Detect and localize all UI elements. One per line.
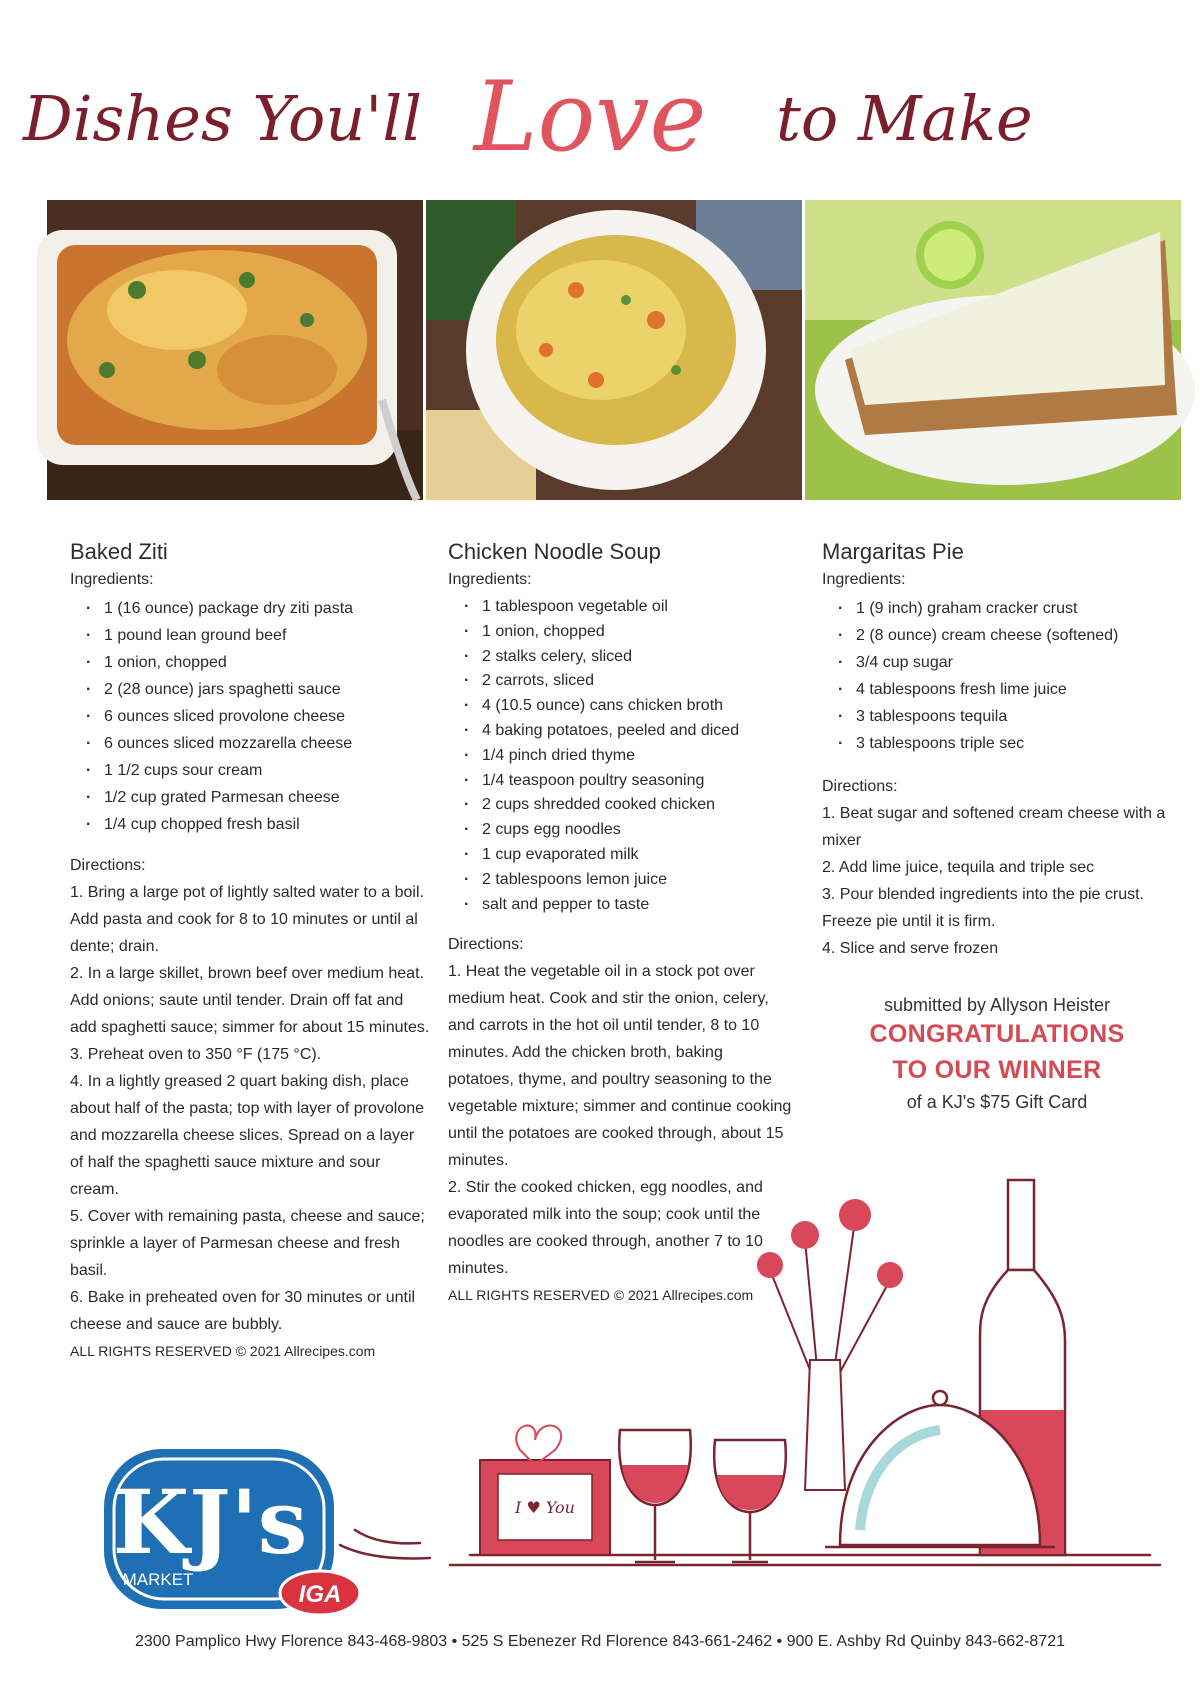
direction-step: 1. Bring a large pot of lightly salted water to a boil. Add pasta and cook for 8 to 10 minutes or until al dente; drain. [70,884,424,955]
congrats-line1: CONGRATULATIONS [869,1020,1125,1048]
title-script [0,40,1200,173]
wine-glass-icon [619,1430,691,1562]
directions-label: Directions: [70,857,146,874]
card-text: I ♥ You [515,1498,575,1517]
directions-label: Directions: [822,778,898,795]
ingredient: · 1/2 cup grated Parmesan cheese [70,784,430,811]
kjs-market-logo [100,1445,365,1630]
congrats-line2: TO OUR WINNER [892,1056,1102,1084]
direction-step: 4. In a lightly greased 2 quart baking dish, place about half of the pasta; top with layer of provolone and mozzarella cheese slices. Spread on a layer of half the spaghetti sauce mixture and sour cream. [70,1073,425,1198]
ingredient: · 4 (10.5 ounce) cans chicken broth [448,694,793,719]
recipe-title: Baked Ziti [70,539,168,564]
title-part1: Dishes You'll [22,82,422,155]
direction-step: 2. Add lime juice, tequila and triple sec [822,859,1095,876]
ingredient: · salt and pepper to taste [448,893,793,918]
direction-step: 3. Preheat oven to 350 °F (175 °C). [70,1046,322,1063]
logo-market: MARKET [122,1570,194,1589]
ingredient: · 3 tablespoons tequila [822,703,1172,730]
gift-card-text: of a KJ's $75 Gift Card [906,1092,1088,1112]
ingredient: · 6 ounces sliced provolone cheese [70,703,430,730]
ingredient: · 2 cups egg noodles [448,818,793,843]
ingredient: · 1 (16 ounce) package dry ziti pasta [70,595,430,622]
ingredient: · 1/4 pinch dried thyme [448,744,793,769]
logo-iga: IGA [298,1581,342,1608]
margarita-pie-photo [805,200,1181,500]
recipe-title: Chicken Noodle Soup [448,539,661,564]
copyright: ALL RIGHTS RESERVED © 2021 Allrecipes.com [448,1287,754,1304]
direction-step: 5. Cover with remaining pasta, cheese and sauce; sprinkle a layer of Parmesan cheese and fresh basil. [70,1208,425,1279]
ingredient: · 2 (8 ounce) cream cheese (softened) [822,622,1172,649]
chicken-soup-photo [426,200,802,500]
ingredient: · 1 cup evaporated milk [448,843,793,868]
ingredients-label: Ingredients: [70,571,154,588]
ingredient: · 2 cups shredded cooked chicken [448,793,793,818]
ingredient: · 3/4 cup sugar [822,649,1172,676]
ingredient: · 4 baking potatoes, peeled and diced [448,719,793,744]
ingredient: · 6 ounces sliced mozzarella cheese [70,730,430,757]
ingredient: · 2 (28 ounce) jars spaghetti sauce [70,676,430,703]
ingredients-list [822,595,1172,757]
direction-step: 4. Slice and serve frozen [822,940,999,957]
ingredient: · 2 stalks celery, sliced [448,645,793,670]
footer-addresses: 2300 Pamplico Hwy Florence 843-468-9803 • 525 S Ebenezer Rd Florence 843-661-2462 • 900 E. Ashby Rd Quinby 843-662-8721 [134,1633,1065,1650]
ingredients-label: Ingredients: [822,571,906,588]
directions [822,800,1172,962]
table-illustration [515,1160,1180,1600]
direction-step: 3. Pour blended ingredients into the pie crust. Freeze pie until it is firm. [822,886,1144,930]
wine-glass-icon [714,1440,786,1562]
ingredient: · 1/4 cup chopped fresh basil [70,811,430,838]
direction-step: 6. Bake in preheated oven for 30 minutes or until cheese and sauce are bubbly. [70,1289,416,1333]
direction-step: 1. Heat the vegetable oil in a stock pot over medium heat. Cook and stir the onion, celery, and carrots in the hot oil until tender, 8 to 10 minutes. Add the chicken broth, baking potatoes, thyme, and poultry seasoning to the vegetable mixture; simmer and continue cooking until the potatoes are cooked through, about 15 minutes. [448,963,792,1170]
recipe-title: Margaritas Pie [822,539,964,564]
ingredient: · 1 tablespoon vegetable oil [448,595,793,620]
ingredient: · 1 1/2 cups sour cream [70,757,430,784]
directions-label: Directions: [448,936,524,954]
ingredient: · 1 pound lean ground beef [70,622,430,649]
ingredient: · 3 tablespoons triple sec [822,730,1172,757]
direction-step: 2. Stir the cooked chicken, egg noodles, and evaporated milk into the soup; cook until the noodles are cooked through, another 7 to 10 minutes. [448,1179,763,1278]
ingredient: · 4 tablespoons fresh lime juice [822,676,1172,703]
ingredient: · 1/4 teaspoon poultry seasoning [448,769,793,794]
submitted-by: submitted by Allyson Heister [883,995,1111,1015]
ingredients-list [448,595,793,917]
ingredients-label: Ingredients: [448,571,532,588]
page-title [0,40,1200,173]
title-part2: to Make [776,82,1033,155]
i-love-you-frame-icon [480,1460,610,1555]
ingredients-list [70,595,430,838]
direction-step: 1. Beat sugar and softened cream cheese with a mixer [822,805,1166,849]
direction-step: 2. In a large skillet, brown beef over medium heat. Add onions; saute until tender. Drain off fat and add spaghetti sauce; simmer for about 15 minutes. [70,965,430,1036]
recipe-baked-ziti [70,538,430,1365]
logo-brand: KJ's [112,1470,308,1574]
title-love: Love [473,61,707,173]
ingredient: · 1 (9 inch) graham cracker crust [822,595,1172,622]
ingredient: · 1 onion, chopped [70,649,430,676]
directions [70,879,430,1338]
ingredient: · 2 carrots, sliced [448,669,793,694]
recipe-margaritas-pie [822,538,1172,962]
baked-ziti-photo [47,200,423,500]
copyright: ALL RIGHTS RESERVED © 2021 Allrecipes.com [70,1343,376,1359]
ingredient: · 2 tablespoons lemon juice [448,868,793,893]
winner-announcement [822,995,1172,1113]
ingredient: · 1 onion, chopped [448,620,793,645]
